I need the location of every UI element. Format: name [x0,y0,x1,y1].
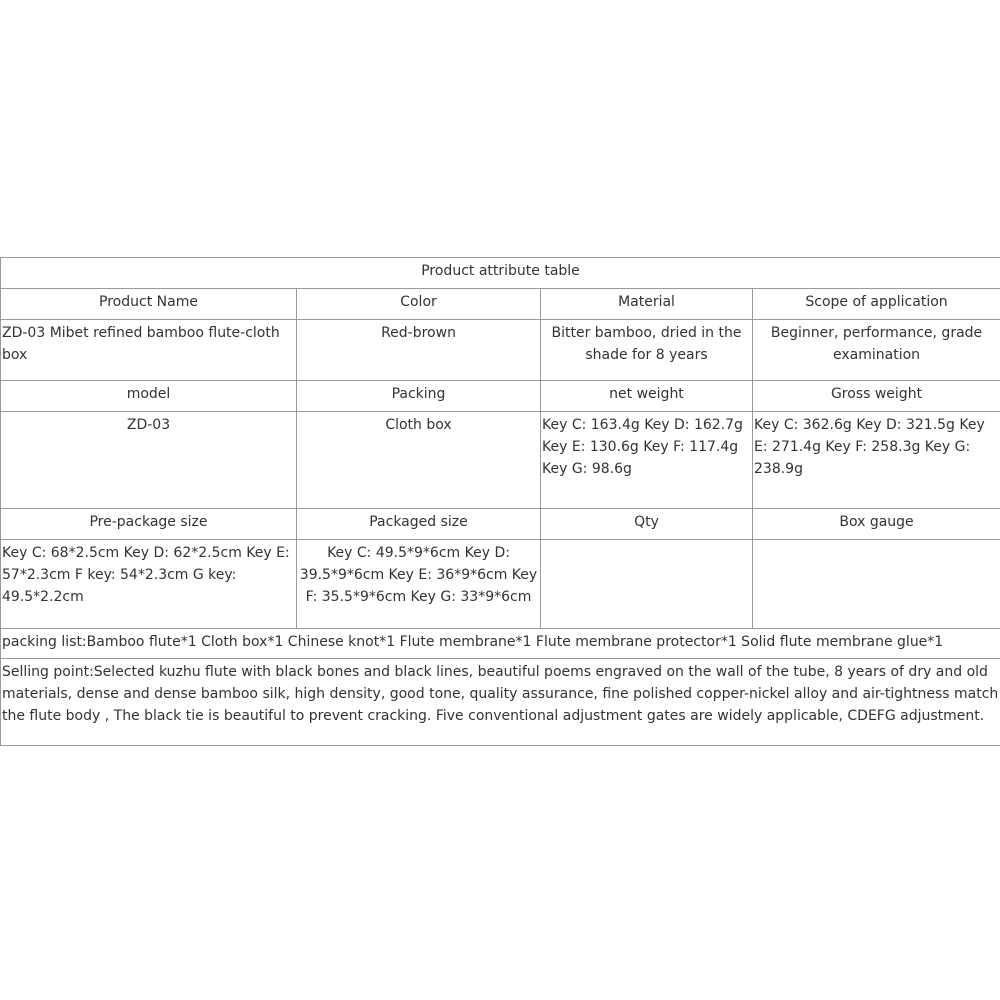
value-packaged-size: Key C: 49.5*9*6cm Key D: 39.5*9*6cm Key E: 36*9*6cm Key F: 35.5*9*6cm Key G: 33*9*6cm [297,540,541,629]
header-scope: Scope of application [753,289,1000,320]
value-scope: Beginner, performance, grade examination [753,320,1000,381]
product-attribute-sheet [0,257,1000,746]
table-caption: Product attribute table [1,258,1000,289]
value-qty [541,540,753,629]
value-product-name: ZD-03 Mibet refined bamboo flute-cloth box [1,320,297,381]
selling-point-row [1,659,1000,746]
header-box-gauge: Box gauge [753,509,1000,540]
value-color: Red-brown [297,320,541,381]
header-row [1,289,1000,320]
value-pre-package-size: Key C: 68*2.5cm Key D: 62*2.5cm Key E: 57*2.3cm F key: 54*2.3cm G key: 49.5*2.2cm [1,540,297,629]
value-packing: Cloth box [297,412,541,509]
header-row [1,381,1000,412]
value-model: ZD-03 [1,412,297,509]
header-row [1,509,1000,540]
product-attribute-table [0,257,1000,746]
table-caption-row [1,258,1000,289]
header-color: Color [297,289,541,320]
value-material: Bitter bamboo, dried in the shade for 8 years [541,320,753,381]
header-model: model [1,381,297,412]
value-net-weight: Key C: 163.4g Key D: 162.7g Key E: 130.6g Key F: 117.4g Key G: 98.6g [541,412,753,509]
header-product-name: Product Name [1,289,297,320]
header-pre-package-size: Pre-package size [1,509,297,540]
packing-list-row [1,629,1000,659]
selling-point: Selling point:Selected kuzhu flute with black bones and black lines, beautiful poems engraved on the wall of the tube, 8 years of dry and old materials, dense and dense bamboo silk, high density, good tone, quality assurance, fine polished copper-nickel alloy and air-tightness match the flute body , The black tie is beautiful to prevent cracking. Five conventional adjustment gates are widely applicable, CDEFG adjustment. [1,659,1000,746]
header-material: Material [541,289,753,320]
table-row [1,320,1000,381]
packing-list: packing list:Bamboo flute*1 Cloth box*1 Chinese knot*1 Flute membrane*1 Flute membrane protector*1 Solid flute membrane glue*1 [1,629,1000,659]
header-packing: Packing [297,381,541,412]
header-packaged-size: Packaged size [297,509,541,540]
table-row [1,412,1000,509]
table-row [1,540,1000,629]
header-gross-weight: Gross weight [753,381,1000,412]
header-net-weight: net weight [541,381,753,412]
header-qty: Qty [541,509,753,540]
value-gross-weight: Key C: 362.6g Key D: 321.5g Key E: 271.4g Key F: 258.3g Key G: 238.9g [753,412,1000,509]
value-box-gauge [753,540,1000,629]
